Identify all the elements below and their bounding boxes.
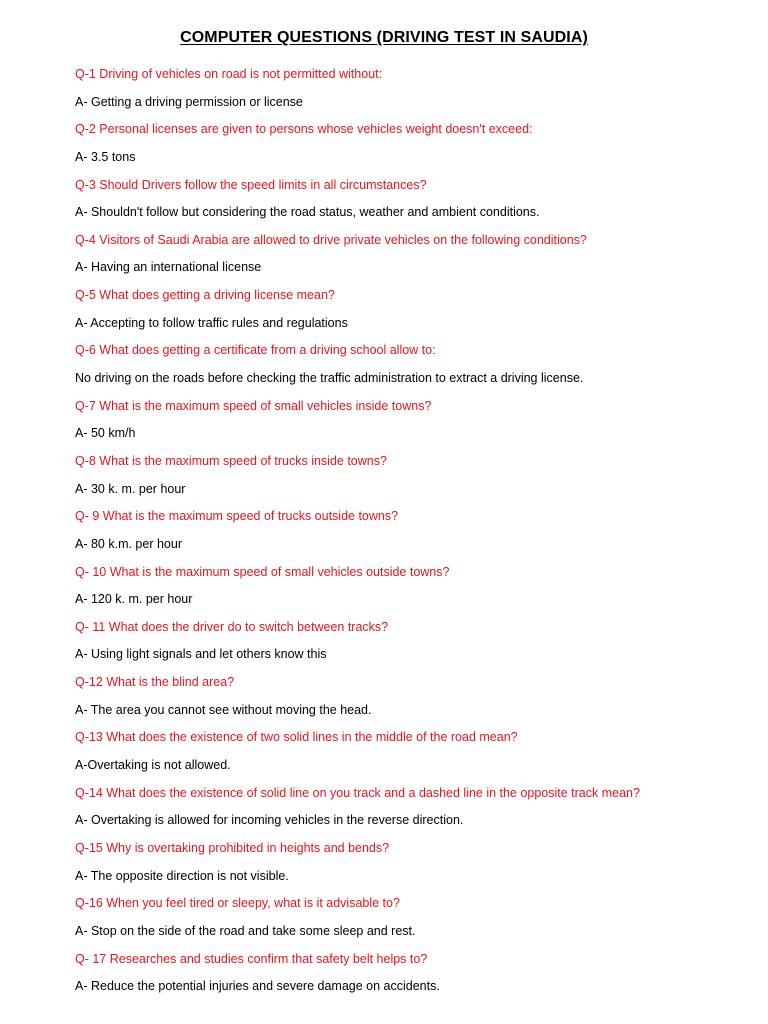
question-7: Q-7 What is the maximum speed of small vehicles inside towns? <box>75 398 432 413</box>
question-5: Q-5 What does getting a driving license mean? <box>75 288 335 303</box>
question-11: Q- 11 What does the driver do to switch between tracks? <box>75 619 389 634</box>
question-13: Q-13 What does the existence of two solid lines in the middle of the road mean? <box>75 730 518 745</box>
question-2: Q-2 Personal licenses are given to persons whose vehicles weight doesn't exceed: <box>75 122 533 137</box>
question-4: Q-4 Visitors of Saudi Arabia are allowed to drive private vehicles on the following conditions? <box>75 232 587 247</box>
question-9: Q- 9 What is the maximum speed of trucks outside towns? <box>75 509 399 524</box>
answer-15: A- The opposite direction is not visible. <box>75 868 289 883</box>
answer-8: A- 30 k. m. per hour <box>75 481 186 496</box>
document-title: COMPUTER QUESTIONS (DRIVING TEST IN SAUDIA) <box>180 29 588 46</box>
qa-list <box>75 65 755 1005</box>
answer-6: No driving on the roads before checking the traffic administration to extract a driving license. <box>75 371 584 386</box>
question-6: Q-6 What does getting a certificate from a driving school allow to: <box>75 343 436 358</box>
answer-16: A- Stop on the side of the road and take some sleep and rest. <box>75 923 416 938</box>
question-17: Q- 17 Researches and studies confirm that safety belt helps to? <box>75 951 428 966</box>
answer-4: A- Having an international license <box>75 260 262 275</box>
question-12: Q-12 What is the blind area? <box>75 675 235 690</box>
answer-1: A- Getting a driving permission or license <box>75 94 303 109</box>
question-15: Q-15 Why is overtaking prohibited in heights and bends? <box>75 840 390 855</box>
answer-11: A- Using light signals and let others know this <box>75 647 327 662</box>
answer-7: A- 50 km/h <box>75 426 136 441</box>
answer-17: A- Reduce the potential injuries and severe damage on accidents. <box>75 979 440 994</box>
answer-5: A- Accepting to follow traffic rules and regulations <box>75 315 348 330</box>
answer-3: A- Shouldn't follow but considering the road status, weather and ambient conditions. <box>75 205 540 220</box>
answer-2: A- 3.5 tons <box>75 149 136 164</box>
answer-10: A- 120 k. m. per hour <box>75 592 193 607</box>
question-14: Q-14 What does the existence of solid line on you track and a dashed line in the opposite track mean? <box>75 785 640 800</box>
answer-13: A-Overtaking is not allowed. <box>75 758 231 773</box>
question-8: Q-8 What is the maximum speed of trucks inside towns? <box>75 453 387 468</box>
question-16: Q-16 When you feel tired or sleepy, what is it advisable to? <box>75 896 400 911</box>
question-1: Q-1 Driving of vehicles on road is not permitted without: <box>75 67 383 81</box>
question-10: Q- 10 What is the maximum speed of small vehicles outside towns? <box>75 564 450 579</box>
answer-9: A- 80 k.m. per hour <box>75 536 182 551</box>
answer-12: A- The area you cannot see without moving the head. <box>75 702 372 717</box>
answer-14: A- Overtaking is allowed for incoming vehicles in the reverse direction. <box>75 813 464 828</box>
question-3: Q-3 Should Drivers follow the speed limits in all circumstances? <box>75 177 427 192</box>
